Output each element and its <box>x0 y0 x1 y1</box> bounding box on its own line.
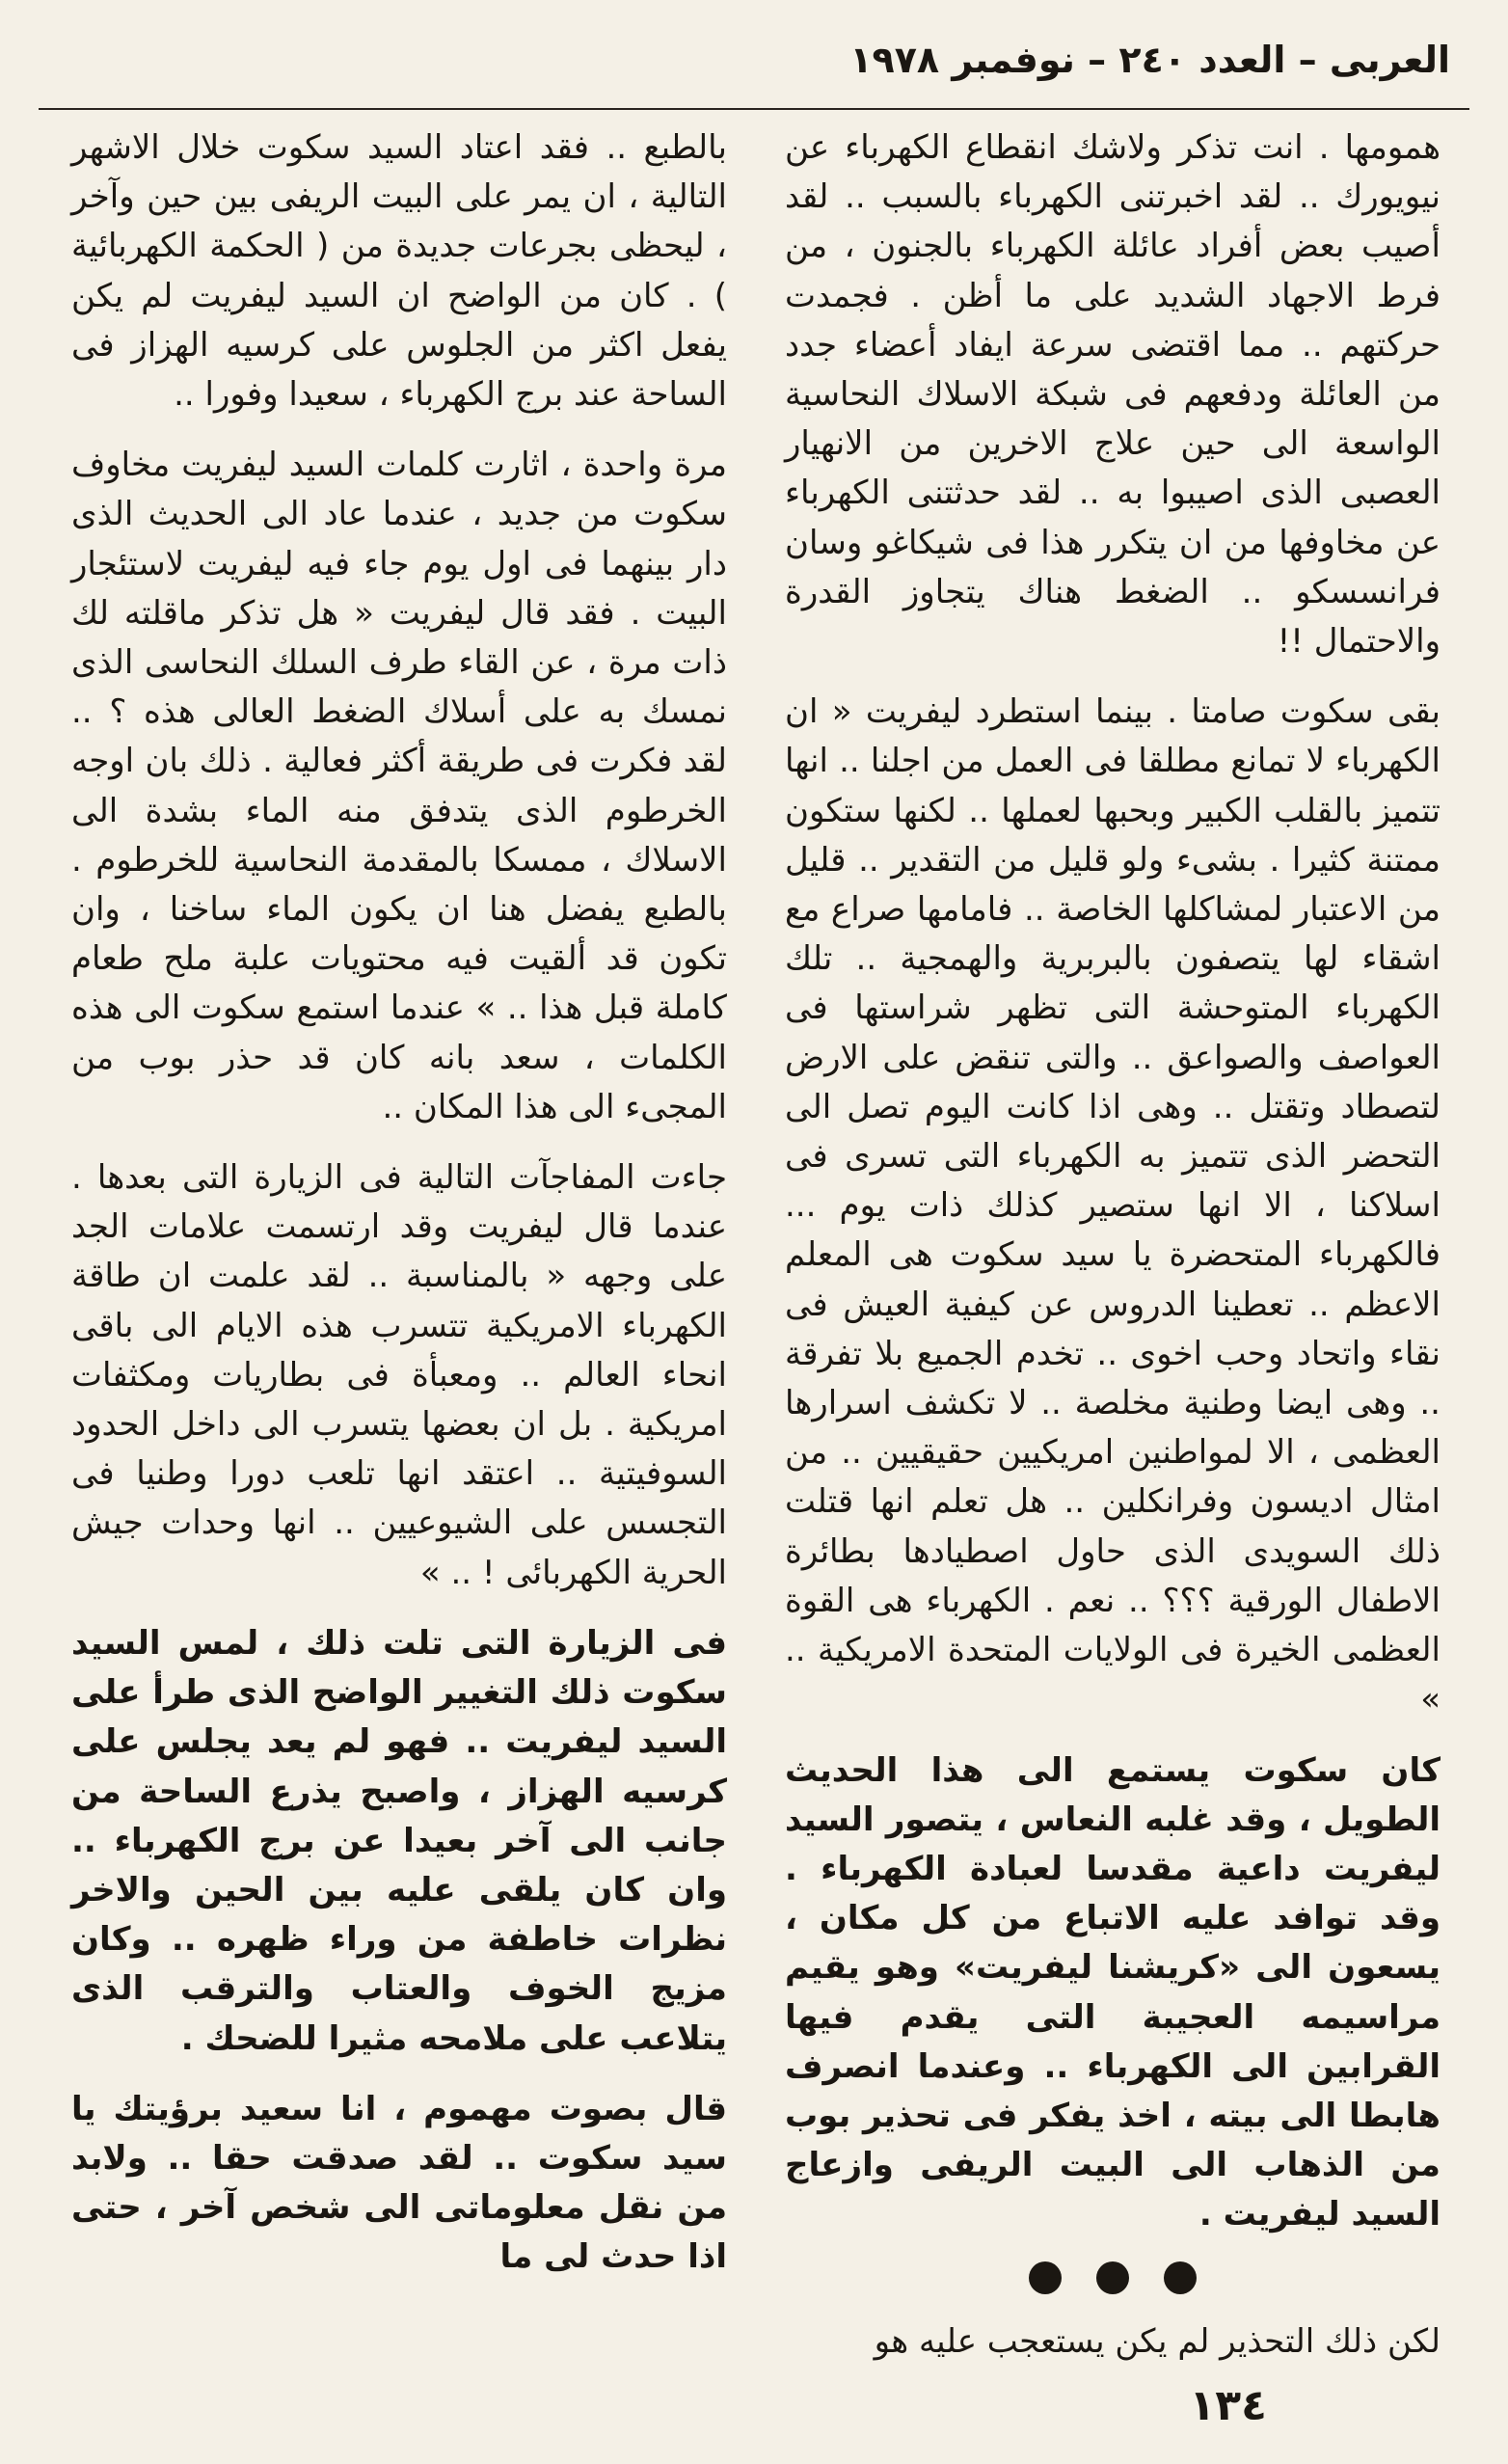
section-separator <box>785 2261 1441 2294</box>
right-column <box>785 123 1441 2388</box>
separator-dot-icon <box>1096 2261 1129 2294</box>
left-paragraph-3: جاءت المفاجآت التالية فى الزيارة التى بعدها . عندما قال ليفريت وقد ارتسمت علامات الجد على وجهه « بالمناسبة .. لقد علمت ان طاقة الكهرباء الامريكية تتسرب هذه الايام الى باقى انحاء العالم .. ومعبأة فى بطاريات ومكثفات امريكية . بل ان بعضها يتسرب الى داخل الحدود السوفيتية .. اعتقد انها تلعب دورا وطنيا فى التجسس على الشيوعيين .. انها وحدات جيش الحرية الكهربائى ! .. » <box>71 1158 727 1592</box>
left-paragraph-5: قال بصوت مهموم ، انا سعيد برؤيتك يا سيد سكوت .. لقد صدقت حقا .. ولابد من نقل معلوماتى الى شخص آخر ، حتى اذا حدث لى ما <box>71 2089 727 2277</box>
right-paragraph-after-dots: لكن ذلك التحذير لم يكن يستعجب عليه هو <box>874 2321 1441 2361</box>
separator-dot-icon <box>1029 2261 1062 2294</box>
right-paragraph-3: كان سكوت يستمع الى هذا الحديث الطويل ، وقد غلبه النعاس ، يتصور السيد ليفريت داعية مقدسا لعبادة الكهرباء . وقد توافد عليه الاتباع من كل مكان ، يسعون الى «كريشنا ليفريت» وهو يقيم مراسيمه العجيبة التى يقدم فيها القرابين الى الكهرباء .. وعندما انصرف هابطا الى بيته ، اخذ يفكر فى تحذير بوب من الذهاب الى البيت الريفى وازعاج السيد ليفريت . <box>785 1750 1441 2234</box>
running-header: العربى – العدد ٢٤٠ – نوفمبر ١٩٧٨ <box>849 39 1450 81</box>
right-paragraph-1: همومها . انت تذكر ولاشك انقطاع الكهرباء عن نيويورك .. لقد اخبرتنى الكهرباء بالسبب .. لقد أصيب بعض أفراد عائلة الكهرباء بالجنون ، من فرط الاجهاد الشديد على ما أظن . فجمدت حركتهم .. مما اقتضى سرعة ايفاد أعضاء جدد من العائلة ودفعهم فى شبكة الاسلاك النحاسية الواسعة الى حين علاج الاخرين من الانهيار العصبى الذى اصيبوا به .. لقد حدثتنى الكهرباء عن مخاوفها من ان يتكرر هذا فى شيكاغو وسان فرانسسكو .. الضغط هناك يتجاوز القدرة والاحتمال !! <box>785 128 1441 662</box>
left-column <box>71 123 727 2304</box>
left-paragraph-4: فى الزيارة التى تلت ذلك ، لمس السيد سكوت ذلك التغيير الواضح الذى طرأ على السيد ليفريت .. فهو لم يعد يجلس على كرسيه الهزاز ، واصبح يذرع الساحة من جانب الى آخر بعيدا عن برج الكهرباء .. وان كان يلقى عليه بين الحين والاخر نظرات خاطفة من وراء ظهره .. وكان مزيج الخوف والعتاب والترقب الذى يتلاعب على ملامحه مثيرا للضحك . <box>71 1623 727 2058</box>
header-divider <box>39 108 1469 110</box>
left-paragraph-1: بالطبع .. فقد اعتاد السيد سكوت خلال الاشهر التالية ، ان يمر على البيت الريفى بين حين وآخر ، ليحظى بجرعات جديدة من ( الحكمة الكهربائية ) . كان من الواضح ان السيد ليفريت لم يكن يفعل اكثر من الجلوس على كرسيه الهزاز فى الساحة عند برج الكهرباء ، سعيدا وفورا .. <box>71 128 727 415</box>
left-paragraph-2: مرة واحدة ، اثارت كلمات السيد ليفريت مخاوف سكوت من جديد ، عندما عاد الى الحديث الذى دار بينهما فى اول يوم جاء فيه ليفريت لاستئجار البيت . فقد قال ليفريت « هل تذكر ماقلته لك ذات مرة ، عن القاء طرف السلك النحاسى الذى نمسك به على أسلاك الضغط العالى هذه ؟ .. لقد فكرت فى طريقة أكثر فعالية . ذلك بان اوجه الخرطوم الذى يتدفق منه الماء بشدة الى الاسلاك ، ممسكا بالمقدمة النحاسية للخرطوم . بالطبع يفضل هنا ان يكون الماء ساخنا ، وان تكون قد ألقيت فيه محتويات علبة ملح طعام كاملة قبل هذا .. » عندما استمع سكوت الى هذه الكلمات ، سعد بانه كان قد حذر بوب من المجىء الى هذا المكان .. <box>71 446 727 1126</box>
right-paragraph-2: بقى سكوت صامتا . بينما استطرد ليفريت « ان الكهرباء لا تمانع مطلقا فى العمل من اجلنا .. انها تتميز بالقلب الكبير وبحبها لعملها .. لكنها ستكون ممتنة كثيرا . بشىء ولو قليل من التقدير .. قليل من الاعتبار لمشاكلها الخاصة .. فامامها صراع مع اشقاء لها يتصفون بالبربرية والهمجية .. تلك الكهرباء المتوحشة التى تظهر شراستها فى العواصف والصواعق .. والتى تنقض على الارض لتصطاد وتقتل .. وهى اذا كانت اليوم تصل الى التحضر الذى تتميز به الكهرباء التى تسرى فى اسلاكنا ، الا انها ستصير كذلك ذات يوم ... فالكهرباء المتحضرة يا سيد سكوت هى المعلم الاعظم .. تعطينا الدروس عن كيفية العيش فى نقاء واتحاد وحب اخوى .. تخدم الجميع بلا تفرقة .. وهى ايضا وطنية مخلصة .. لا تكشف اسرارها العظمى ، الا لمواطنين امريكيين حقيقيين .. من امثال اديسون وفرانكلين .. هل تعلم انها قتلت ذلك السويدى الذى حاول اصطيادها بطائرة الاطفال الورقية ؟؟؟ .. نعم . الكهرباء هى القوة العظمى الخيرة فى الولايات المتحدة الامريكية .. » <box>785 692 1441 1719</box>
page-number: ١٣٤ <box>1189 2381 1267 2430</box>
separator-dot-icon <box>1164 2261 1197 2294</box>
